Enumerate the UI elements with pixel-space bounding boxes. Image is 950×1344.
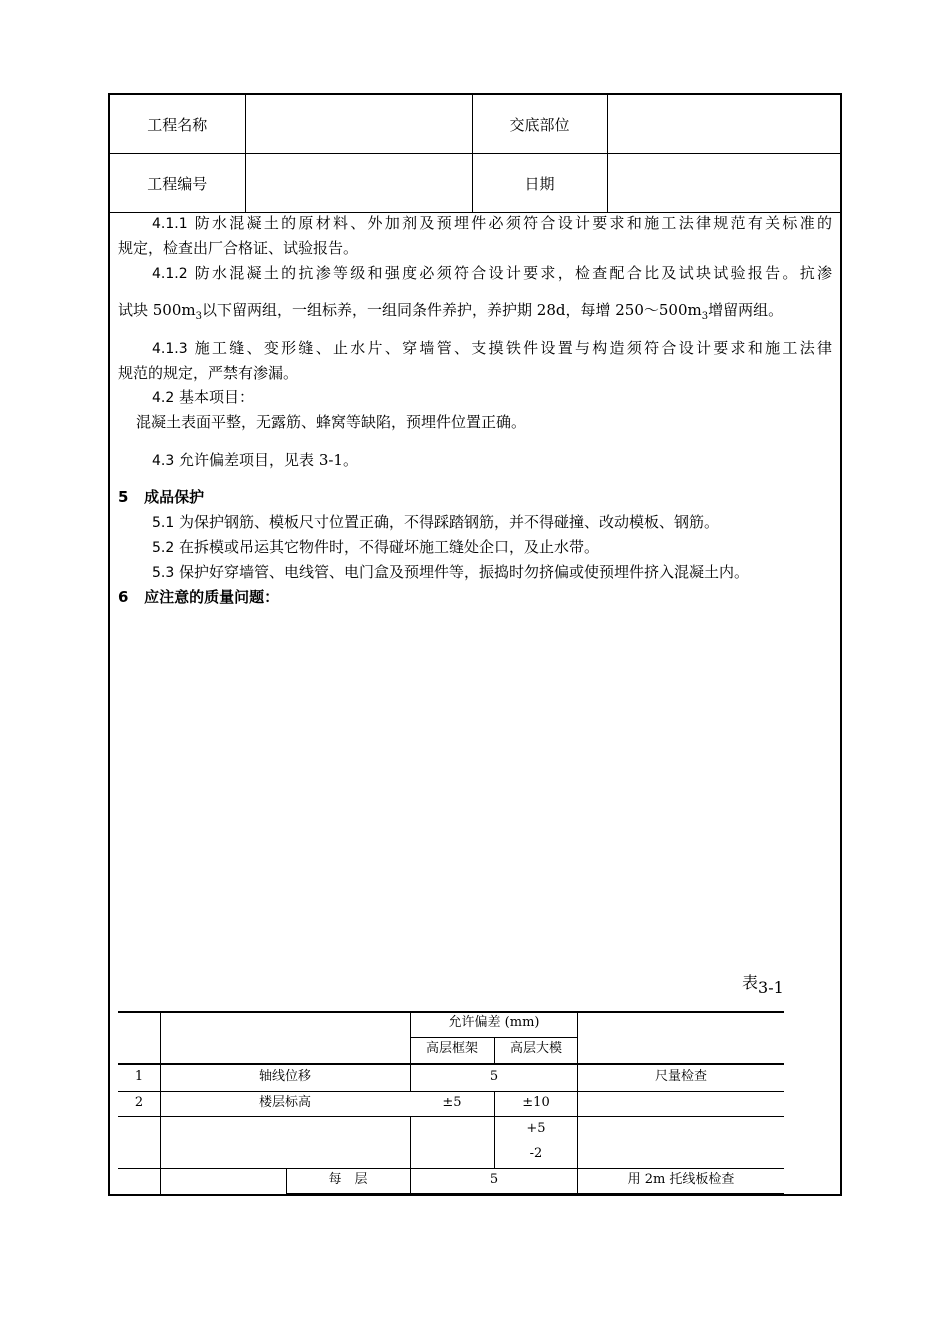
para-4-1-2-line1 — [152, 261, 832, 286]
para-number: 5.2 — [152, 540, 175, 556]
para-4-1-3-line2: 规范的规定，严禁有渗漏。 — [118, 364, 299, 382]
row4-value: 5 — [489, 1172, 499, 1187]
para-4-1-1-line2: 规定，检查出厂合格证、试验报告。 — [118, 239, 359, 257]
row3-mold-plus: +5 — [526, 1121, 546, 1136]
section-number: 5 — [118, 488, 129, 506]
para-text: 基本项目： — [179, 388, 255, 406]
section-number: 6 — [118, 588, 129, 606]
row3-mold-minus: -2 — [529, 1146, 543, 1161]
caption-prefix: 表 — [742, 973, 759, 992]
para-4-2-text: 混凝土表面平整，无露筋、蜂窝等缺陷，预埋件位置正确。 — [136, 413, 527, 431]
location-label: 交底部位 — [472, 95, 607, 154]
table-line — [118, 1168, 784, 1169]
project-no-label: 工程编号 — [110, 154, 245, 213]
para-text: 防水混凝土的原材料、外加剂及预埋件必须符合设计要求和施工法律规范有关标准的 — [194, 214, 832, 232]
row2-mold-value: ±10 — [522, 1095, 550, 1110]
para-number: 5.3 — [152, 565, 175, 581]
table-line — [286, 1193, 784, 1194]
para-number: 5.1 — [152, 515, 175, 531]
project-no-field[interactable] — [245, 154, 472, 213]
header-row-1 — [110, 95, 840, 154]
para-text: 保护好穿墙管、电线管、电门盒及预埋件等，振捣时勿挤偏或使预埋件挤入混凝土内。 — [179, 563, 750, 581]
header-high-rise-mold: 高层大模 — [509, 1041, 562, 1056]
text-part: 以下留两组，一组标养，一组同条件养护，养护期 28d，每增 250～500m — [202, 301, 702, 319]
para-text: 防水混凝土的抗渗等级和强度必须符合设计要求，检查配合比及试块试验报告。抗渗 — [194, 264, 832, 282]
row4-sub-item: 每 层 — [328, 1172, 368, 1187]
section-title: 成品保护 — [144, 488, 205, 506]
para-number: 4.1.1 — [152, 216, 188, 232]
para-4-2 — [152, 385, 254, 410]
caption-number: 3-1 — [758, 978, 784, 997]
row1-method: 尺量检查 — [654, 1069, 707, 1084]
row4-method: 用 2m 托线板检查 — [627, 1172, 735, 1187]
para-number: 4.1.2 — [152, 266, 188, 282]
para-5-1 — [152, 510, 719, 535]
header-high-rise-frame: 高层框架 — [425, 1041, 478, 1056]
subscript: 3 — [701, 311, 709, 322]
row1-item: 轴线位移 — [258, 1069, 311, 1084]
para-4-1-3-line1 — [152, 336, 832, 361]
project-name-label: 工程名称 — [110, 95, 245, 154]
para-4-1-1-line1 — [152, 211, 832, 236]
date-label: 日期 — [472, 154, 607, 213]
table-caption — [742, 970, 784, 997]
table-line — [118, 1011, 784, 1013]
table-line — [118, 1091, 784, 1092]
para-4-3 — [152, 448, 358, 473]
location-field[interactable] — [607, 95, 840, 154]
tolerance-table — [118, 1011, 784, 1194]
project-name-field[interactable] — [245, 95, 472, 154]
para-text: 施工缝、变形缝、止水片、穿墙管、支摸铁件设置与构造须符合设计要求和施工法律 — [194, 339, 832, 357]
subscript: 3 — [195, 311, 202, 322]
row1-number: 1 — [134, 1069, 144, 1084]
table-line — [118, 1063, 784, 1065]
row2-item: 楼层标高 — [258, 1095, 311, 1110]
row2-frame-value: ±5 — [442, 1095, 462, 1110]
para-text: 允许偏差项目，见表 3-1。 — [179, 451, 358, 469]
para-number: 4.1.3 — [152, 341, 188, 357]
header-allowed-deviation: 允许偏差 (mm) — [448, 1015, 540, 1030]
para-5-3 — [152, 560, 749, 585]
header-table — [110, 95, 840, 213]
para-number: 4.3 — [152, 453, 175, 469]
para-4-1-2-line2 — [118, 298, 783, 329]
para-text: 为保护钢筋、模板尺寸位置正确，不得踩踏钢筋，并不得碰撞、改动模板、钢筋。 — [179, 513, 720, 531]
section-6-heading — [118, 585, 279, 609]
row1-value: 5 — [489, 1069, 499, 1084]
section-title: 应注意的质量问题： — [144, 588, 280, 606]
text-part: 增留两组。 — [708, 301, 784, 319]
date-field[interactable] — [607, 154, 840, 213]
para-5-2 — [152, 535, 599, 560]
section-5-heading — [118, 485, 204, 509]
row2-number: 2 — [134, 1095, 144, 1110]
para-text: 在拆模或吊运其它物件时，不得碰坏施工缝处企口，及止水带。 — [179, 538, 600, 556]
para-number: 4.2 — [152, 390, 175, 406]
text-part: 试块 500m — [118, 301, 196, 319]
header-row-2 — [110, 154, 840, 213]
table-line — [118, 1116, 784, 1117]
